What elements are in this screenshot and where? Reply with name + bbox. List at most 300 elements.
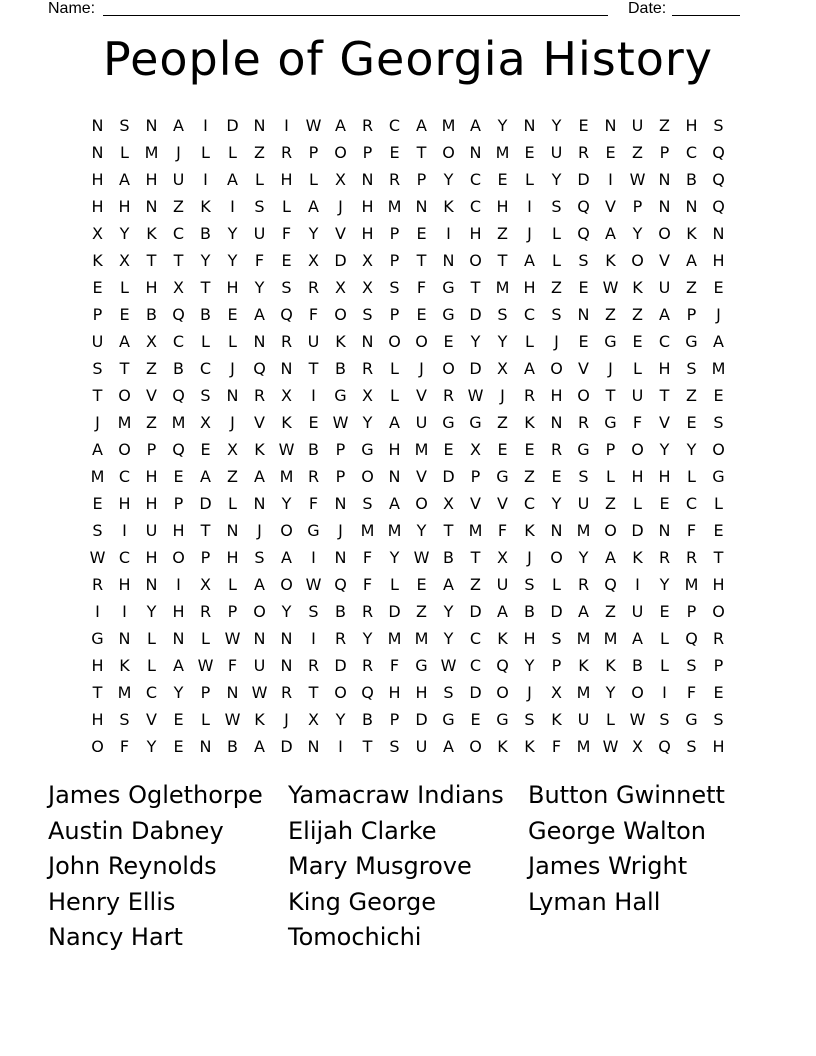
grid-letter[interactable]: X [551, 683, 562, 702]
grid-letter[interactable]: S [713, 116, 724, 135]
grid-letter[interactable]: U [631, 602, 644, 621]
grid-letter[interactable]: U [577, 710, 590, 729]
grid-letter[interactable]: Y [362, 629, 373, 648]
grid-letter[interactable]: H [658, 467, 671, 486]
grid-letter[interactable]: A [281, 548, 292, 567]
grid-letter[interactable]: R [307, 656, 320, 675]
grid-letter[interactable]: R [307, 278, 320, 297]
grid-letter[interactable]: L [525, 170, 534, 189]
grid-letter[interactable]: N [199, 737, 212, 756]
grid-letter[interactable]: O [172, 548, 185, 567]
grid-letter[interactable]: H [145, 494, 158, 513]
grid-letter[interactable]: N [577, 305, 590, 324]
grid-letter[interactable]: E [551, 467, 562, 486]
grid-letter[interactable]: Z [605, 602, 616, 621]
grid-letter[interactable]: L [687, 467, 696, 486]
grid-letter[interactable]: Z [686, 386, 697, 405]
grid-letter[interactable]: Y [443, 629, 454, 648]
grid-letter[interactable]: W [332, 413, 349, 432]
grid-letter[interactable]: Q [577, 197, 590, 216]
grid-letter[interactable]: Q [496, 656, 509, 675]
grid-letter[interactable]: S [686, 359, 697, 378]
grid-letter[interactable]: C [685, 143, 698, 162]
grid-letter[interactable]: S [254, 197, 265, 216]
grid-letter[interactable]: N [658, 521, 671, 540]
grid-letter[interactable]: J [230, 413, 235, 432]
grid-letter[interactable]: R [280, 683, 293, 702]
grid-letter[interactable]: X [362, 386, 373, 405]
grid-letter[interactable]: A [443, 575, 454, 594]
grid-letter[interactable]: X [92, 224, 103, 243]
grid-letter[interactable]: G [604, 332, 617, 351]
grid-letter[interactable]: P [389, 305, 400, 324]
grid-letter[interactable]: N [253, 116, 266, 135]
grid-letter[interactable]: F [632, 413, 643, 432]
grid-letter[interactable]: S [578, 251, 589, 270]
grid-letter[interactable]: E [389, 143, 400, 162]
grid-letter[interactable]: I [311, 386, 316, 405]
grid-letter[interactable]: H [226, 548, 239, 567]
grid-letter[interactable]: W [278, 440, 295, 459]
grid-letter[interactable]: L [147, 629, 156, 648]
grid-letter[interactable]: A [443, 737, 454, 756]
grid-letter[interactable]: Q [604, 575, 617, 594]
grid-letter[interactable]: X [281, 386, 292, 405]
grid-letter[interactable]: N [334, 494, 347, 513]
grid-letter[interactable]: S [713, 710, 724, 729]
grid-letter[interactable]: E [659, 602, 670, 621]
grid-letter[interactable]: K [497, 737, 508, 756]
grid-letter[interactable]: N [550, 413, 563, 432]
grid-letter[interactable]: L [201, 332, 210, 351]
grid-letter[interactable]: T [119, 359, 130, 378]
grid-letter[interactable]: A [119, 170, 130, 189]
grid-letter[interactable]: R [280, 143, 293, 162]
grid-letter[interactable]: X [200, 413, 211, 432]
grid-letter[interactable]: O [415, 332, 428, 351]
grid-letter[interactable]: T [470, 278, 481, 297]
grid-letter[interactable]: N [550, 521, 563, 540]
grid-letter[interactable]: Z [524, 467, 535, 486]
grid-letter[interactable]: J [338, 197, 343, 216]
grid-letter[interactable]: R [280, 332, 293, 351]
grid-letter[interactable]: B [308, 440, 319, 459]
grid-letter[interactable]: M [387, 197, 402, 216]
grid-letter[interactable]: S [362, 305, 373, 324]
grid-letter[interactable]: I [635, 575, 640, 594]
grid-letter[interactable]: G [361, 440, 374, 459]
grid-letter[interactable]: A [308, 197, 319, 216]
grid-letter[interactable]: D [226, 116, 239, 135]
grid-letter[interactable]: H [118, 575, 131, 594]
grid-letter[interactable]: P [173, 494, 184, 513]
grid-letter[interactable]: F [686, 683, 697, 702]
grid-letter[interactable]: S [92, 359, 103, 378]
grid-letter[interactable]: E [497, 440, 508, 459]
grid-letter[interactable]: B [146, 305, 157, 324]
grid-letter[interactable]: F [389, 656, 400, 675]
grid-letter[interactable]: Z [659, 116, 670, 135]
grid-letter[interactable]: M [117, 413, 132, 432]
grid-letter[interactable]: G [442, 305, 455, 324]
grid-letter[interactable]: O [280, 521, 293, 540]
grid-letter[interactable]: O [631, 683, 644, 702]
grid-letter[interactable]: A [173, 656, 184, 675]
grid-letter[interactable]: E [524, 143, 535, 162]
grid-letter[interactable]: I [122, 521, 127, 540]
grid-letter[interactable]: Y [578, 548, 589, 567]
grid-letter[interactable]: N [658, 197, 671, 216]
grid-letter[interactable]: R [361, 656, 374, 675]
grid-letter[interactable]: E [713, 521, 724, 540]
grid-letter[interactable]: Y [497, 332, 508, 351]
grid-letter[interactable]: S [713, 413, 724, 432]
grid-letter[interactable]: H [550, 386, 563, 405]
grid-letter[interactable]: Y [551, 494, 562, 513]
grid-letter[interactable]: R [253, 386, 266, 405]
grid-letter[interactable]: D [469, 602, 482, 621]
grid-letter[interactable]: N [253, 629, 266, 648]
grid-letter[interactable]: V [605, 197, 616, 216]
grid-letter[interactable]: L [390, 575, 399, 594]
grid-letter[interactable]: S [551, 629, 562, 648]
grid-letter[interactable]: Z [497, 224, 508, 243]
grid-letter[interactable]: V [416, 386, 427, 405]
grid-letter[interactable]: S [551, 197, 562, 216]
grid-letter[interactable]: P [227, 602, 238, 621]
grid-letter[interactable]: N [226, 521, 239, 540]
grid-letter[interactable]: S [578, 467, 589, 486]
grid-letter[interactable]: A [92, 440, 103, 459]
grid-letter[interactable]: I [230, 197, 235, 216]
grid-letter[interactable]: N [253, 332, 266, 351]
grid-letter[interactable]: J [230, 359, 235, 378]
grid-letter[interactable]: H [496, 197, 509, 216]
grid-letter[interactable]: N [361, 170, 374, 189]
grid-letter[interactable]: I [311, 548, 316, 567]
grid-letter[interactable]: N [118, 629, 131, 648]
grid-letter[interactable]: C [469, 197, 482, 216]
grid-letter[interactable]: M [495, 143, 510, 162]
grid-letter[interactable]: P [335, 440, 346, 459]
grid-letter[interactable]: S [497, 305, 508, 324]
grid-letter[interactable]: V [497, 494, 508, 513]
grid-letter[interactable]: O [91, 737, 104, 756]
grid-letter[interactable]: B [686, 170, 697, 189]
grid-letter[interactable]: Z [146, 413, 157, 432]
grid-letter[interactable]: N [280, 359, 293, 378]
grid-letter[interactable]: E [578, 116, 589, 135]
grid-letter[interactable]: Y [524, 656, 535, 675]
grid-letter[interactable]: G [685, 710, 698, 729]
grid-letter[interactable]: Y [308, 224, 319, 243]
grid-letter[interactable]: P [362, 143, 373, 162]
grid-letter[interactable]: E [443, 440, 454, 459]
grid-letter[interactable]: D [280, 737, 293, 756]
grid-letter[interactable]: I [284, 116, 289, 135]
grid-letter[interactable]: U [415, 737, 428, 756]
grid-letter[interactable]: Y [659, 440, 670, 459]
grid-letter[interactable]: A [254, 305, 265, 324]
grid-letter[interactable]: L [606, 467, 615, 486]
grid-letter[interactable]: D [469, 305, 482, 324]
grid-letter[interactable]: L [201, 143, 210, 162]
grid-letter[interactable]: S [389, 278, 400, 297]
grid-letter[interactable]: F [308, 494, 319, 513]
grid-letter[interactable]: I [176, 575, 181, 594]
grid-letter[interactable]: Y [146, 602, 157, 621]
grid-letter[interactable]: Q [712, 197, 725, 216]
grid-letter[interactable]: L [228, 143, 237, 162]
grid-letter[interactable]: Q [334, 575, 347, 594]
grid-letter[interactable]: N [91, 116, 104, 135]
grid-letter[interactable]: K [443, 197, 454, 216]
grid-letter[interactable]: H [388, 683, 401, 702]
grid-letter[interactable]: I [608, 170, 613, 189]
grid-letter[interactable]: V [659, 413, 670, 432]
grid-letter[interactable]: R [712, 629, 725, 648]
grid-letter[interactable]: W [305, 575, 322, 594]
grid-letter[interactable]: V [470, 494, 481, 513]
grid-letter[interactable]: V [254, 413, 265, 432]
grid-letter[interactable]: J [257, 521, 262, 540]
grid-letter[interactable]: A [524, 251, 535, 270]
grid-letter[interactable]: T [92, 386, 103, 405]
grid-letter[interactable]: R [307, 467, 320, 486]
grid-letter[interactable]: N [685, 197, 698, 216]
grid-letter[interactable]: F [119, 737, 130, 756]
grid-letter[interactable]: G [496, 467, 509, 486]
grid-letter[interactable]: P [200, 683, 211, 702]
grid-letter[interactable]: Y [227, 251, 238, 270]
grid-letter[interactable]: Y [227, 224, 238, 243]
grid-letter[interactable]: P [200, 548, 211, 567]
grid-letter[interactable]: Q [253, 359, 266, 378]
grid-letter[interactable]: U [577, 494, 590, 513]
grid-letter[interactable]: L [390, 386, 399, 405]
grid-letter[interactable]: W [197, 656, 214, 675]
grid-letter[interactable]: Z [470, 575, 481, 594]
grid-letter[interactable]: A [632, 629, 643, 648]
grid-letter[interactable]: J [338, 521, 343, 540]
grid-letter[interactable]: S [659, 710, 670, 729]
grid-letter[interactable]: U [91, 332, 104, 351]
grid-letter[interactable]: N [604, 116, 617, 135]
grid-letter[interactable]: J [608, 359, 613, 378]
grid-letter[interactable]: M [414, 629, 429, 648]
grid-letter[interactable]: W [629, 170, 646, 189]
grid-letter[interactable]: E [713, 683, 724, 702]
grid-letter[interactable]: G [577, 440, 590, 459]
grid-letter[interactable]: B [443, 548, 454, 567]
grid-letter[interactable]: T [443, 521, 454, 540]
grid-letter[interactable]: O [550, 359, 563, 378]
grid-letter[interactable]: W [251, 683, 268, 702]
grid-letter[interactable]: A [686, 251, 697, 270]
grid-letter[interactable]: A [200, 467, 211, 486]
grid-letter[interactable]: O [280, 575, 293, 594]
grid-letter[interactable]: B [200, 224, 211, 243]
grid-letter[interactable]: E [308, 413, 319, 432]
grid-letter[interactable]: L [255, 170, 264, 189]
grid-letter[interactable]: A [578, 602, 589, 621]
grid-letter[interactable]: X [497, 548, 508, 567]
grid-letter[interactable]: O [118, 386, 131, 405]
grid-letter[interactable]: D [550, 602, 563, 621]
grid-letter[interactable]: Q [685, 629, 698, 648]
grid-letter[interactable]: R [550, 440, 563, 459]
grid-letter[interactable]: Y [200, 251, 211, 270]
grid-letter[interactable]: Q [172, 386, 185, 405]
grid-letter[interactable]: G [604, 413, 617, 432]
grid-letter[interactable]: M [360, 521, 375, 540]
grid-letter[interactable]: A [416, 116, 427, 135]
grid-letter[interactable]: N [712, 224, 725, 243]
grid-letter[interactable]: L [201, 710, 210, 729]
grid-letter[interactable]: T [200, 521, 211, 540]
grid-letter[interactable]: I [203, 116, 208, 135]
grid-letter[interactable]: R [685, 548, 698, 567]
grid-letter[interactable]: R [91, 575, 104, 594]
grid-letter[interactable]: X [173, 278, 184, 297]
grid-letter[interactable]: E [686, 413, 697, 432]
grid-letter[interactable]: J [500, 386, 505, 405]
grid-letter[interactable]: R [577, 575, 590, 594]
grid-letter[interactable]: N [226, 386, 239, 405]
grid-letter[interactable]: O [253, 602, 266, 621]
grid-letter[interactable]: K [524, 413, 535, 432]
grid-letter[interactable]: J [284, 710, 289, 729]
grid-letter[interactable]: O [469, 251, 482, 270]
grid-letter[interactable]: L [228, 575, 237, 594]
grid-letter[interactable]: O [334, 683, 347, 702]
grid-letter[interactable]: H [145, 170, 158, 189]
grid-letter[interactable]: X [443, 494, 454, 513]
grid-letter[interactable]: K [497, 629, 508, 648]
grid-letter[interactable]: N [388, 467, 401, 486]
grid-letter[interactable]: P [389, 224, 400, 243]
grid-letter[interactable]: Z [416, 602, 427, 621]
grid-letter[interactable]: O [415, 494, 428, 513]
grid-letter[interactable]: U [145, 521, 158, 540]
grid-letter[interactable]: K [632, 548, 643, 567]
grid-letter[interactable]: A [227, 170, 238, 189]
grid-letter[interactable]: E [578, 278, 589, 297]
grid-letter[interactable]: W [89, 548, 106, 567]
grid-letter[interactable]: I [338, 737, 343, 756]
grid-letter[interactable]: S [524, 710, 535, 729]
grid-letter[interactable]: O [361, 467, 374, 486]
grid-letter[interactable]: Y [173, 683, 184, 702]
grid-letter[interactable]: H [685, 116, 698, 135]
grid-letter[interactable]: P [308, 143, 319, 162]
grid-letter[interactable]: M [387, 629, 402, 648]
grid-letter[interactable]: I [662, 683, 667, 702]
grid-letter[interactable]: X [146, 332, 157, 351]
grid-letter[interactable]: V [335, 224, 346, 243]
grid-letter[interactable]: B [200, 305, 211, 324]
grid-letter[interactable]: Q [577, 224, 590, 243]
grid-letter[interactable]: O [604, 521, 617, 540]
grid-letter[interactable]: P [389, 710, 400, 729]
grid-letter[interactable]: N [145, 116, 158, 135]
grid-letter[interactable]: S [200, 386, 211, 405]
grid-letter[interactable]: M [495, 278, 510, 297]
grid-letter[interactable]: X [119, 251, 130, 270]
grid-letter[interactable]: D [388, 602, 401, 621]
grid-letter[interactable]: R [577, 413, 590, 432]
grid-letter[interactable]: O [631, 440, 644, 459]
grid-letter[interactable]: T [308, 683, 319, 702]
grid-letter[interactable]: F [362, 548, 373, 567]
grid-letter[interactable]: E [416, 305, 427, 324]
grid-letter[interactable]: Z [605, 305, 616, 324]
grid-letter[interactable]: E [713, 386, 724, 405]
grid-letter[interactable]: P [686, 602, 697, 621]
grid-letter[interactable]: H [361, 224, 374, 243]
grid-letter[interactable]: P [632, 197, 643, 216]
grid-letter[interactable]: L [552, 224, 561, 243]
grid-letter[interactable]: X [362, 251, 373, 270]
grid-letter[interactable]: U [253, 224, 266, 243]
grid-letter[interactable]: Z [605, 494, 616, 513]
grid-letter[interactable]: M [684, 575, 699, 594]
grid-letter[interactable]: A [659, 305, 670, 324]
grid-letter[interactable]: X [470, 440, 481, 459]
grid-letter[interactable]: O [388, 332, 401, 351]
grid-letter[interactable]: C [145, 683, 158, 702]
grid-letter[interactable]: K [524, 737, 535, 756]
grid-letter[interactable]: P [713, 656, 724, 675]
grid-letter[interactable]: L [525, 332, 534, 351]
grid-letter[interactable]: O [550, 548, 563, 567]
grid-letter[interactable]: W [413, 548, 430, 567]
grid-letter[interactable]: I [95, 602, 100, 621]
grid-letter[interactable]: C [118, 467, 131, 486]
grid-letter[interactable]: O [577, 386, 590, 405]
grid-letter[interactable]: A [605, 548, 616, 567]
grid-letter[interactable]: S [443, 683, 454, 702]
grid-letter[interactable]: S [686, 737, 697, 756]
grid-letter[interactable]: E [605, 143, 616, 162]
grid-letter[interactable]: N [91, 143, 104, 162]
grid-letter[interactable]: F [686, 521, 697, 540]
grid-letter[interactable]: J [176, 143, 181, 162]
grid-letter[interactable]: Y [551, 170, 562, 189]
grid-letter[interactable]: U [307, 332, 320, 351]
grid-letter[interactable]: M [144, 143, 159, 162]
grid-letter[interactable]: T [92, 683, 103, 702]
grid-letter[interactable]: H [712, 575, 725, 594]
grid-letter[interactable]: W [602, 737, 619, 756]
grid-letter[interactable]: P [551, 656, 562, 675]
grid-letter[interactable]: L [120, 278, 129, 297]
grid-letter[interactable]: Z [227, 467, 238, 486]
grid-letter[interactable]: E [173, 710, 184, 729]
grid-letter[interactable]: W [305, 116, 322, 135]
grid-letter[interactable]: C [523, 305, 536, 324]
name-blank-line[interactable] [103, 0, 608, 16]
grid-letter[interactable]: X [227, 440, 238, 459]
grid-letter[interactable]: F [497, 521, 508, 540]
grid-letter[interactable]: A [470, 116, 481, 135]
grid-letter[interactable]: E [173, 467, 184, 486]
grid-letter[interactable]: H [712, 251, 725, 270]
grid-letter[interactable]: O [496, 683, 509, 702]
grid-letter[interactable]: H [91, 710, 104, 729]
grid-letter[interactable]: A [524, 359, 535, 378]
grid-letter[interactable]: T [497, 251, 508, 270]
